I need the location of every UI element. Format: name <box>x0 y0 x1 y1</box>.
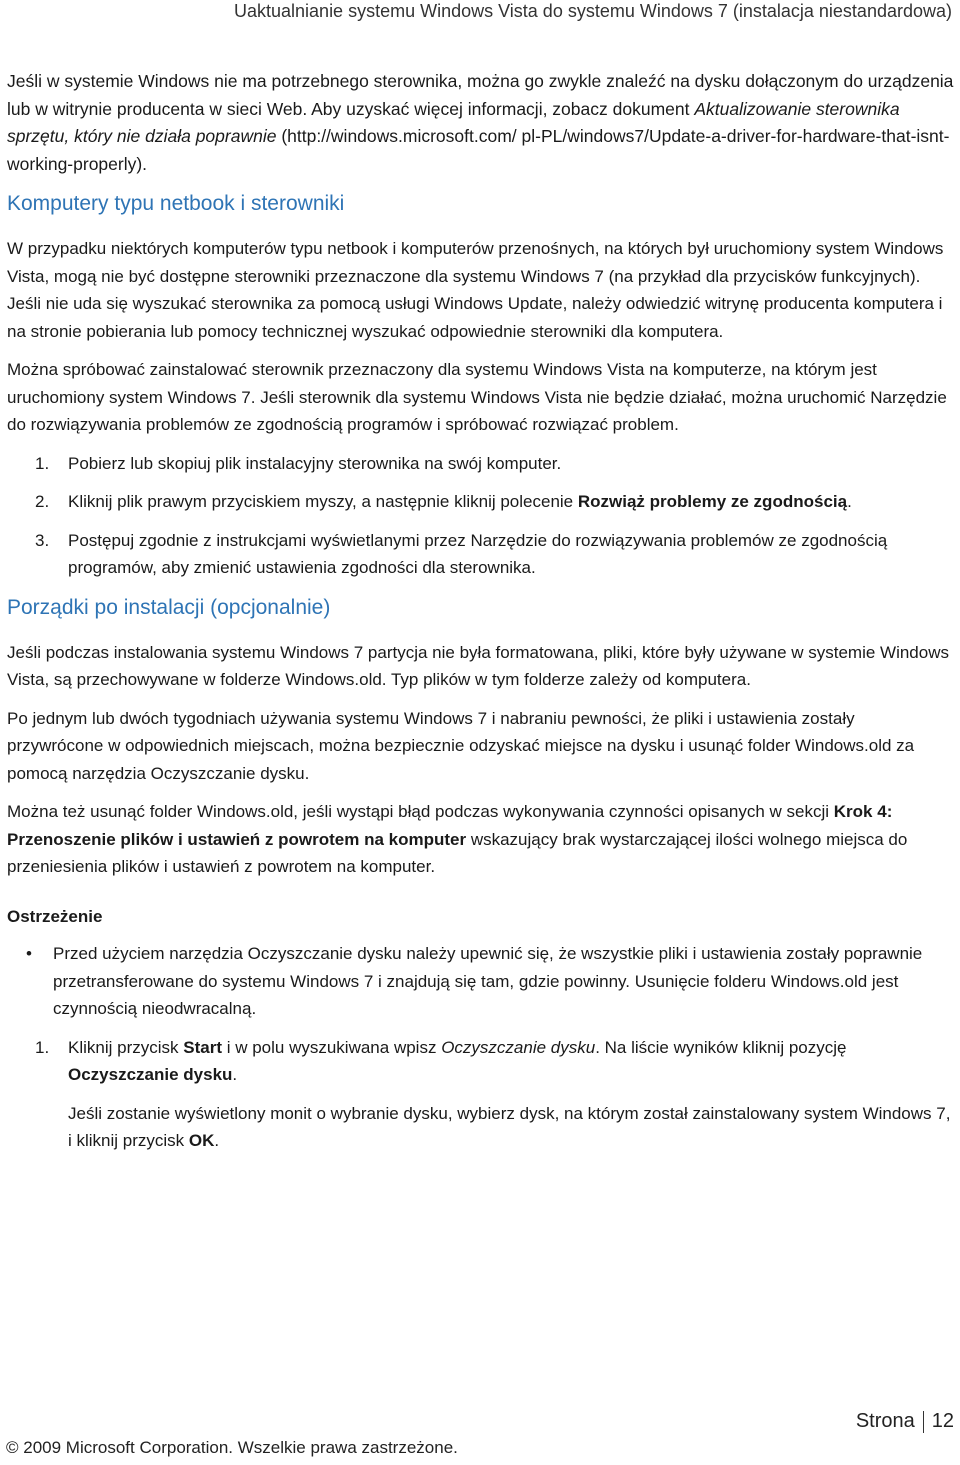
list-item <box>7 940 955 1023</box>
netbook-paragraph-2: Można spróbować zainstalować sterownik przeznaczony dla systemu Windows Vista na komputerze, na którym jest uruchomiony system Windows 7. Jeśli sterownik dla systemu Windows Vista nie będzie działać, można uruchomić Narzędzie do rozwiązywania problemów ze zgodnością programów i spróbować rozwiązać problem. <box>7 360 947 434</box>
p3-text-end: wskazujący brak wystarczającej ilości wolnego miejsca do przeniesienia plików i ustawień z powrotem na komputer. <box>7 829 908 876</box>
warning-heading: Ostrzeżenie <box>7 906 103 926</box>
step-text: Kliknij przycisk <box>68 1037 184 1057</box>
cleanup-steps <box>7 1034 955 1089</box>
cleanup-paragraph-1: Jeśli podczas instalowania systemu Windows 7 partycja nie była formatowana, pliki, które były używane w systemie Windows Vista, są przechowywane w folderze Windows.old. Typ plików w tym folderze zależy od komputera. <box>7 642 949 689</box>
page-content <box>7 68 955 1166</box>
cleanup-paragraph-3 <box>7 798 955 881</box>
page-number <box>856 1410 954 1433</box>
section-heading-cleanup: Porządki po instalacji (opcjonalnie) <box>7 595 331 619</box>
step-text: Kliknij plik prawym przyciskiem myszy, a następnie kliknij polecenie <box>68 492 578 511</box>
step-number: 3. <box>35 530 50 550</box>
netbook-paragraph-1: W przypadku niektórych komputerów typu netbook i komputerów przenośnych, na których był uruchomiony system Windows Vista, mogą nie być dostępne sterowniki przeznaczone dla systemu Windows 7 (na przykład dla przycisków funkcyjnych). Jeśli nie uda się wyszukać sterownika za pomocą usługi Windows Update, należy odwiedzić witrynę producenta komputera i na stronie pobierania lub pomocy technicznej wyszukać odpowiednie sterowniki dla komputera. <box>7 239 944 341</box>
intro-paragraph <box>7 68 955 178</box>
step-text: . <box>232 1065 238 1084</box>
command-name: Rozwiąż problemy ze zgodnością <box>577 492 848 511</box>
step-text: . Na liście wyników kliknij pozycję <box>595 1037 847 1057</box>
page-label: Strona <box>855 1410 915 1432</box>
step-text: Postępuj zgodnie z instrukcjami wyświetlanymi przez Narzędzie do rozwiązywania problemów ze zgodnością programów, aby zmienić ustawienia zgodności dla sterownika. <box>68 530 888 577</box>
start-button-label: Start <box>183 1037 222 1057</box>
running-header: Uaktualnianie systemu Windows Vista do systemu Windows 7 (instalacja niestandardowa) <box>234 1 952 21</box>
step-note <box>7 1100 955 1155</box>
step-text-end: . <box>847 492 852 511</box>
step-text: i w polu wyszukiwana wpisz <box>221 1037 442 1057</box>
divider <box>923 1411 924 1433</box>
list-item <box>7 1034 955 1089</box>
search-term: Oczyszczanie dysku <box>441 1037 596 1057</box>
list-item <box>7 527 955 582</box>
step-number: 1. <box>35 453 50 473</box>
ok-button-label: OK <box>188 1131 215 1150</box>
intro-url: (http://windows.microsoft.com/ pl-PL/windows7/Update-a-driver-for-hardware-that-isnt-working-properly). <box>7 126 950 174</box>
bullet-icon: • <box>26 944 32 963</box>
note-text: Jeśli zostanie wyświetlony monit o wybranie dysku, wybierz dysk, na którym został zainstalowany system Windows 7, i kliknij przycisk <box>68 1103 951 1150</box>
warning-text: Przed użyciem narzędzia Oczyszczanie dysku należy upewnić się, że wszystkie pliki i ustawienia zostały poprawnie przetransferowane do systemu Windows 7 i znajdują się tam, gdzie powinny. Usunięcie folderu Windows.old jest czynnością nieodwracalną. <box>53 944 923 1018</box>
note-text-end: . <box>214 1131 220 1150</box>
step-number: 1. <box>35 1037 50 1057</box>
list-item <box>7 488 955 516</box>
list-item <box>7 450 955 478</box>
p3-text: Można też usunąć folder Windows.old, jeśli wystąpi błąd podczas wykonywania czynności opisanych w sekcji <box>7 802 834 821</box>
doc-reference: Aktualizowanie sterownika sprzętu, który nie działa poprawnie <box>7 98 900 146</box>
warning-list <box>7 940 955 1023</box>
step-number: 2. <box>35 492 50 511</box>
step-reference: Krok 4: Przenoszenie plików i ustawień z powrotem na komputer <box>7 802 893 849</box>
result-item-label: Oczyszczanie dysku <box>68 1065 233 1084</box>
compatibility-steps <box>7 450 955 582</box>
page-number-value: 12 <box>931 1410 954 1432</box>
intro-text: Jeśli w systemie Windows nie ma potrzebnego sterownika, można go zwykle znaleźć na dysku dołączonym do urządzenia lub w witrynie producenta w sieci Web. Aby uzyskać więcej informacji, zobacz dokument <box>7 71 954 119</box>
copyright: © 2009 Microsoft Corporation. Wszelkie prawa zastrzeżone. <box>6 1438 458 1457</box>
cleanup-paragraph-2: Po jednym lub dwóch tygodniach używania systemu Windows 7 i nabraniu pewności, że pliki i ustawienia zostały przywrócone w odpowiednich miejscach, można bezpiecznie odzyskać miejsce na dysku i usunąć folder Windows.old za pomocą narzędzia Oczyszczanie dysku. <box>7 708 915 783</box>
section-heading-netbooks: Komputery typu netbook i sterowniki <box>7 192 345 215</box>
step-text: Pobierz lub skopiuj plik instalacyjny sterownika na swój komputer. <box>68 453 562 473</box>
